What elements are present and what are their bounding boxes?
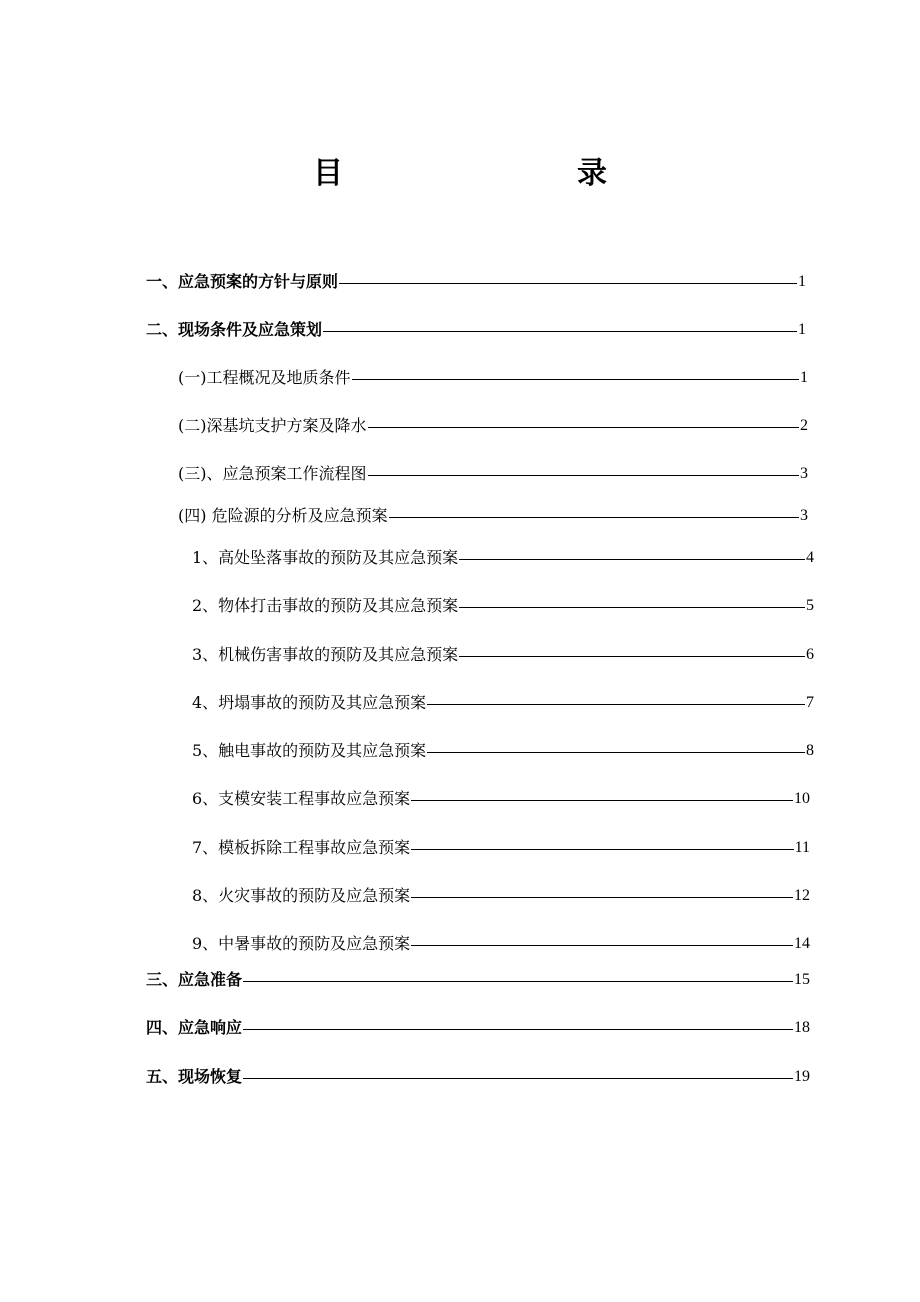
toc-entry[interactable] [192,594,814,618]
toc-page-number: 15 [794,971,810,988]
toc-entry[interactable] [192,787,810,811]
toc-entry-label: 7、模板拆除工程事故应急预案 [192,838,411,857]
toc-leader [411,849,793,850]
toc-page-number: 18 [794,1019,810,1036]
toc-leader [459,656,805,657]
toc-leader [459,559,805,560]
toc-page-number: 19 [794,1068,810,1085]
toc-entry-label: 8、火灾事故的预防及应急预案 [192,886,411,905]
toc-page-number: 3 [800,465,808,482]
toc-entry[interactable] [178,414,808,438]
toc-page-number: 14 [794,935,810,952]
toc-entry-label: 5、触电事故的预防及其应急预案 [192,741,427,760]
toc-entry-label: (四) 危险源的分析及应急预案 [178,506,388,525]
toc-entry[interactable] [192,691,814,715]
toc-entry[interactable] [192,836,810,860]
toc-entry-label: 二、现场条件及应急策划 [146,320,323,339]
document-title: 目 录 [313,156,665,191]
toc-leader [323,331,797,332]
toc-leader [339,283,797,284]
toc-page-number: 12 [794,887,810,904]
toc-entry[interactable] [178,504,808,528]
toc-leader [427,704,805,705]
toc-entry[interactable] [192,739,814,763]
toc-leader [411,800,793,801]
toc-page-number: 7 [806,694,814,711]
toc-entry-label: 4、坍塌事故的预防及其应急预案 [192,693,427,712]
toc-entry-label: (三)、应急预案工作流程图 [178,464,367,483]
toc-page-number: 3 [800,507,808,524]
toc-page-number: 10 [794,790,810,807]
toc-entry-label: 2、物体打击事故的预防及其应急预案 [192,596,459,615]
toc-leader [243,981,793,982]
toc-leader [368,427,800,428]
toc-leader [368,475,800,476]
toc-entry[interactable] [146,968,810,992]
toc-leader [411,945,793,946]
toc-entry[interactable] [146,1065,810,1089]
toc-leader [243,1029,793,1030]
toc-leader [427,752,805,753]
toc-page-number: 6 [806,646,814,663]
toc-entry-label: 五、现场恢复 [146,1067,243,1086]
toc-entry[interactable] [178,462,808,486]
toc-entry[interactable] [146,270,806,294]
toc-entry-label: 9、中暑事故的预防及应急预案 [192,934,411,953]
toc-entry[interactable] [178,366,808,390]
toc-entry-label: 1、高处坠落事故的预防及其应急预案 [192,548,459,567]
toc-entry[interactable] [192,932,810,956]
toc-leader [243,1078,793,1079]
toc-entry[interactable] [192,546,814,570]
toc-entry-label: 3、机械伤害事故的预防及其应急预案 [192,645,459,664]
toc-page-number: 1 [798,273,806,290]
toc-entry-label: 三、应急准备 [146,970,243,989]
toc-page-number: 5 [806,597,814,614]
toc-entry-label: 四、应急响应 [146,1018,243,1037]
toc-page-number: 11 [794,839,810,856]
toc-page-number: 4 [806,549,814,566]
toc-leader [459,607,805,608]
toc-entry-label: 6、支模安装工程事故应急预案 [192,789,411,808]
toc-leader [389,517,799,518]
toc-page-number: 8 [806,742,814,759]
toc-entry-label: (二)深基坑支护方案及降水 [178,416,367,435]
toc-page-number: 2 [800,417,808,434]
toc-entry[interactable] [146,1016,810,1040]
toc-page-number: 1 [798,321,806,338]
toc-entry[interactable] [146,318,806,342]
toc-entry[interactable] [192,643,814,667]
toc-entry-label: (一)工程概况及地质条件 [178,368,351,387]
toc-leader [411,897,793,898]
toc-entry[interactable] [192,884,810,908]
toc-page-number: 1 [800,369,808,386]
toc-leader [352,379,800,380]
toc-entry-label: 一、应急预案的方针与原则 [146,272,339,291]
